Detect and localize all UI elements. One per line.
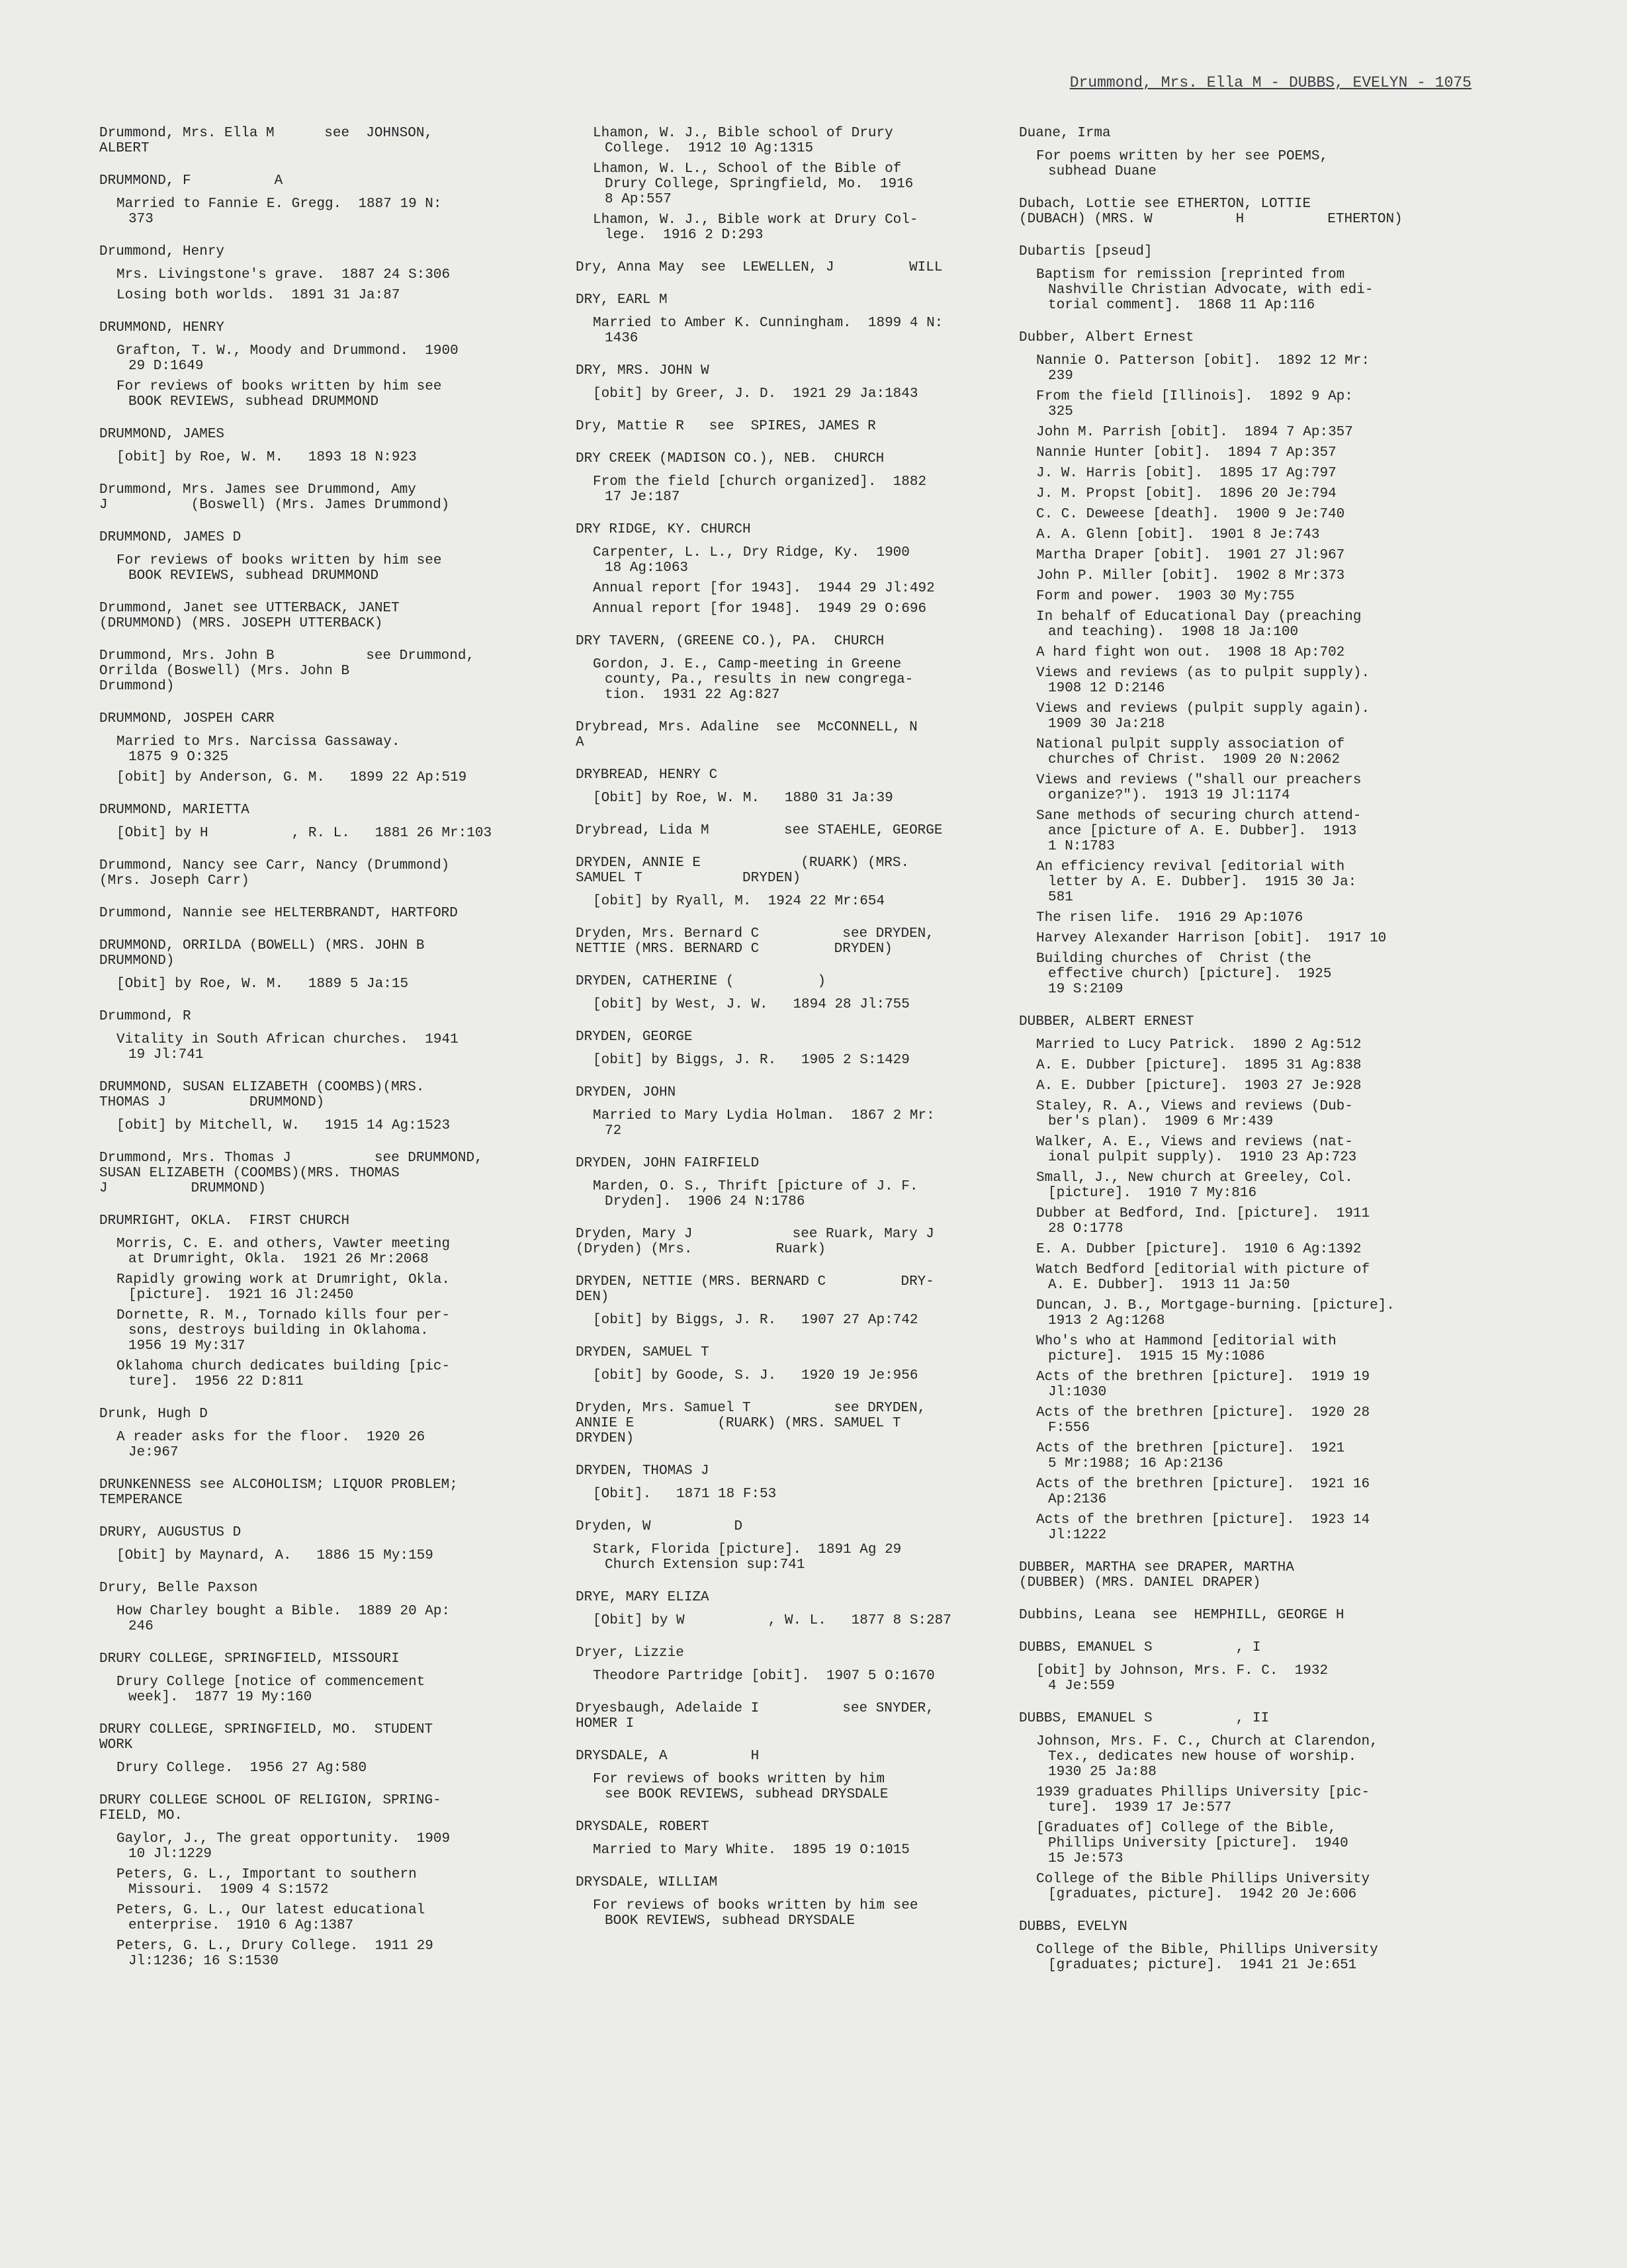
index-entry bbox=[99, 244, 509, 303]
entry-heading: DRYDEN, THOMAS J bbox=[576, 1463, 709, 1479]
entry-heading: DRY TAVERN, (GREENE CO.), PA. CHURCH bbox=[576, 634, 885, 649]
index-entry bbox=[99, 648, 509, 694]
index-entry bbox=[576, 522, 973, 617]
index-entry bbox=[576, 1701, 973, 1731]
index-entry bbox=[576, 1156, 973, 1209]
entry-heading: DRYDEN, NETTIE (MRS. BERNARD C DRY- DEN) bbox=[576, 1274, 934, 1305]
entry-citation: Losing both worlds. 1891 31 Ja:87 bbox=[116, 288, 400, 303]
index-entry bbox=[1019, 1014, 1423, 1543]
entry-citation: Acts of the brethren [picture]. 1923 14 Jl:1222 bbox=[1036, 1512, 1370, 1543]
index-entry bbox=[576, 1274, 973, 1328]
entry-citation: College of the Bible Phillips University [graduates, picture]. 1942 20 Je:606 bbox=[1036, 1872, 1370, 1902]
index-entry bbox=[1019, 330, 1423, 997]
entry-citation: [Obit]. 1871 18 F:53 bbox=[593, 1487, 777, 1502]
entry-citation: Lhamon, W. L., School of the Bible of Drury College, Springfield, Mo. 1916 8 Ap:557 bbox=[593, 161, 914, 207]
entry-citation: [obit] by Biggs, J. R. 1907 27 Ap:742 bbox=[593, 1313, 918, 1328]
entry-heading: Drury, Belle Paxson bbox=[99, 1581, 258, 1596]
entry-citation: [obit] by Mitchell, W. 1915 14 Ag:1523 bbox=[116, 1118, 451, 1133]
entry-citation: Dornette, R. M., Tornado kills four per- sons, destroys building in Oklahoma. 1956 19 My:317 bbox=[116, 1308, 451, 1354]
entry-citation: Small, J., New church at Greeley, Col. [picture]. 1910 7 My:816 bbox=[1036, 1170, 1353, 1201]
entry-heading: DRUMMOND, MARIETTA bbox=[99, 803, 249, 818]
index-entry bbox=[1019, 1640, 1423, 1694]
entry-citation: Staley, R. A., Views and reviews (Dub- ber's plan). 1909 6 Mr:439 bbox=[1036, 1099, 1353, 1129]
entry-citation: Gordon, J. E., Camp-meeting in Greene county, Pa., results in new congrega- tion. 1931 22 Ag:827 bbox=[593, 657, 914, 703]
index-entry bbox=[99, 858, 509, 889]
entry-citation: Drury College [notice of commencement week]. 1877 19 My:160 bbox=[116, 1675, 425, 1705]
entry-citation: Lhamon, W. J., Bible school of Drury College. 1912 10 Ag:1315 bbox=[593, 126, 893, 156]
index-entry bbox=[576, 823, 973, 838]
entry-heading: DRY, MRS. JOHN W bbox=[576, 363, 709, 378]
entry-citation: [Obit] by H , R. L. 1881 26 Mr:103 bbox=[116, 826, 492, 841]
entry-citation: Vitality in South African churches. 1941 19 Jl:741 bbox=[116, 1032, 459, 1063]
entry-heading: DUBBS, EMANUEL S , I bbox=[1019, 1640, 1261, 1655]
entry-citation: [obit] by Roe, W. M. 1893 18 N:923 bbox=[116, 450, 417, 465]
index-entry bbox=[576, 634, 973, 703]
entry-heading: Drummond, Mrs. John B see Drummond, Orrilda (Boswell) (Mrs. John B Drummond) bbox=[99, 648, 475, 694]
index-entry bbox=[99, 938, 509, 992]
entry-heading: DRUMMOND, HENRY bbox=[99, 320, 225, 335]
entry-citation: Martha Draper [obit]. 1901 27 Jl:967 bbox=[1036, 548, 1345, 563]
entry-heading: DUBBER, ALBERT ERNEST bbox=[1019, 1014, 1194, 1029]
entry-citation: Acts of the brethren [picture]. 1919 19 Jl:1030 bbox=[1036, 1370, 1370, 1400]
entry-citation: Peters, G. L., Our latest educational enterprise. 1910 6 Ag:1387 bbox=[116, 1903, 425, 1933]
index-entry bbox=[99, 1009, 509, 1063]
entry-citation: National pulpit supply association of churches of Christ. 1909 20 N:2062 bbox=[1036, 737, 1345, 767]
entry-citation: Married to Amber K. Cunningham. 1899 4 N: 1436 bbox=[593, 316, 944, 346]
index-entry bbox=[99, 711, 509, 785]
entry-citation: For reviews of books written by him see BOOK REVIEWS, subhead DRYSDALE bbox=[593, 1898, 918, 1929]
entry-citation: An efficiency revival [editorial with letter by A. E. Dubber]. 1915 30 Ja: 581 bbox=[1036, 859, 1357, 905]
index-entry bbox=[99, 173, 509, 227]
entry-citation: [obit] by Ryall, M. 1924 22 Mr:654 bbox=[593, 894, 885, 909]
entry-heading: Dubbins, Leana see HEMPHILL, GEORGE H bbox=[1019, 1608, 1344, 1623]
index-entry bbox=[576, 1819, 973, 1858]
entry-citation: Acts of the brethren [picture]. 1921 5 Mr:1988; 16 Ap:2136 bbox=[1036, 1441, 1345, 1471]
index-entry bbox=[576, 974, 973, 1012]
entry-heading: DRYDEN, ANNIE E (RUARK) (MRS. SAMUEL T DRYDEN) bbox=[576, 855, 910, 886]
entry-citation: Nannie Hunter [obit]. 1894 7 Ap:357 bbox=[1036, 445, 1337, 460]
index-entry bbox=[99, 427, 509, 465]
index-entry bbox=[576, 1590, 973, 1628]
entry-heading: Drummond, Mrs. Ella M see JOHNSON, ALBERT bbox=[99, 126, 433, 156]
index-entry bbox=[576, 767, 973, 806]
entry-citation: Watch Bedford [editorial with picture of A. E. Dubber]. 1913 11 Ja:50 bbox=[1036, 1262, 1370, 1293]
index-entry bbox=[576, 419, 973, 434]
entry-heading: Dry, Anna May see LEWELLEN, J WILL bbox=[576, 260, 943, 275]
entry-heading: DRYSDALE, ROBERT bbox=[576, 1819, 709, 1835]
entry-citation: C. C. Deweese [death]. 1900 9 Je:740 bbox=[1036, 507, 1345, 522]
index-entry bbox=[1019, 196, 1423, 227]
entry-heading: DRURY, AUGUSTUS D bbox=[99, 1525, 242, 1540]
entry-citation: [obit] by West, J. W. 1894 28 Jl:755 bbox=[593, 997, 910, 1012]
index-entry bbox=[576, 1029, 973, 1068]
entry-citation: Nannie O. Patterson [obit]. 1892 12 Mr: 239 bbox=[1036, 353, 1370, 384]
entry-citation: Peters, G. L., Important to southern Missouri. 1909 4 S:1572 bbox=[116, 1867, 417, 1897]
entry-citation: [obit] by Johnson, Mrs. F. C. 1932 4 Je:559 bbox=[1036, 1663, 1329, 1694]
entry-heading: DRYBREAD, HENRY C bbox=[576, 767, 718, 783]
index-entry bbox=[99, 1407, 509, 1460]
running-header: Drummond, Mrs. Ella M - DUBBS, EVELYN - 1075 bbox=[1069, 74, 1472, 91]
entry-citation: Peters, G. L., Drury College. 1911 29 Jl:1236; 16 S:1530 bbox=[116, 1939, 433, 1969]
entry-citation: How Charley bought a Bible. 1889 20 Ap: 246 bbox=[116, 1604, 451, 1634]
entry-citation: For reviews of books written by him see BOOK REVIEWS, subhead DRUMMOND bbox=[116, 553, 442, 584]
entry-citation: For poems written by her see POEMS, subhead Duane bbox=[1036, 149, 1329, 179]
entry-citation: Sane methods of securing church attend- ance [picture of A. E. Dubber]. 1913 1 N:1783 bbox=[1036, 808, 1362, 854]
index-entry bbox=[576, 1345, 973, 1383]
entry-citation: Married to Mary Lydia Holman. 1867 2 Mr: 72 bbox=[593, 1108, 935, 1139]
entry-heading: DRUMMOND, SUSAN ELIZABETH (COOMBS)(MRS. THOMAS J DRUMMOND) bbox=[99, 1080, 425, 1110]
entry-heading: Drummond, Janet see UTTERBACK, JANET (DRUMMOND) (MRS. JOSEPH UTTERBACK) bbox=[99, 601, 400, 631]
index-entry bbox=[576, 926, 973, 957]
entry-heading: Dry, Mattie R see SPIRES, JAMES R bbox=[576, 419, 876, 434]
entry-heading: DRYDEN, SAMUEL T bbox=[576, 1345, 709, 1360]
entry-heading: Drummond, R bbox=[99, 1009, 191, 1024]
entry-citation: [obit] by Goode, S. J. 1920 19 Je:956 bbox=[593, 1368, 918, 1383]
index-entry bbox=[1019, 1711, 1423, 1902]
index-entry bbox=[576, 126, 973, 243]
entry-citation: The risen life. 1916 29 Ap:1076 bbox=[1036, 910, 1303, 926]
entry-citation: Grafton, T. W., Moody and Drummond. 1900 29 D:1649 bbox=[116, 343, 459, 374]
entry-citation: John M. Parrish [obit]. 1894 7 Ap:357 bbox=[1036, 425, 1353, 440]
entry-heading: Drummond, Nancy see Carr, Nancy (Drummond) (Mrs. Joseph Carr) bbox=[99, 858, 450, 889]
entry-citation: [Graduates of] College of the Bible, Phillips University [picture]. 1940 15 Je:573 bbox=[1036, 1821, 1348, 1866]
index-entry bbox=[99, 1525, 509, 1563]
entry-citation: Walker, A. E., Views and reviews (nat- ional pulpit supply). 1910 23 Ap:723 bbox=[1036, 1135, 1357, 1165]
index-entry bbox=[99, 1080, 509, 1133]
index-entry bbox=[99, 1722, 509, 1776]
entry-heading: DUBBER, MARTHA see DRAPER, MARTHA (DUBBER) (MRS. DANIEL DRAPER) bbox=[1019, 1560, 1294, 1591]
index-entry bbox=[99, 1151, 509, 1196]
index-entry bbox=[1019, 244, 1423, 313]
index-entry bbox=[99, 126, 509, 156]
entry-citation: Who's who at Hammond [editorial with picture]. 1915 15 My:1086 bbox=[1036, 1334, 1337, 1364]
entry-citation: From the field [Illinois]. 1892 9 Ap: 325 bbox=[1036, 389, 1353, 419]
entry-citation: In behalf of Educational Day (preaching and teaching). 1908 18 Ja:100 bbox=[1036, 609, 1362, 640]
entry-heading: DRYDEN, JOHN FAIRFIELD bbox=[576, 1156, 760, 1171]
entry-heading: DRY CREEK (MADISON CO.), NEB. CHURCH bbox=[576, 451, 885, 466]
index-entry bbox=[99, 906, 509, 921]
entry-heading: DRUMRIGHT, OKLA. FIRST CHURCH bbox=[99, 1213, 350, 1229]
index-entry bbox=[99, 601, 509, 631]
entry-citation: Stark, Florida [picture]. 1891 Ag 29 Church Extension sup:741 bbox=[593, 1542, 902, 1573]
entry-citation: Married to Fannie E. Gregg. 1887 19 N: 373 bbox=[116, 196, 442, 227]
entry-heading: Drummond, Nannie see HELTERBRANDT, HARTFORD bbox=[99, 906, 458, 921]
entry-citation: Annual report [for 1943]. 1944 29 Jl:492 bbox=[593, 581, 935, 596]
entry-citation: [Obit] by Roe, W. M. 1880 31 Ja:39 bbox=[593, 791, 893, 806]
entry-heading: Dryden, Mrs. Bernard C see DRYDEN, NETTIE (MRS. BERNARD C DRYDEN) bbox=[576, 926, 934, 957]
index-entry bbox=[576, 855, 973, 909]
entry-citation: Building churches of Christ (the effective church) [picture]. 1925 19 S:2109 bbox=[1036, 951, 1332, 997]
entry-citation: From the field [church organized]. 1882 17 Je:187 bbox=[593, 474, 927, 505]
index-entry bbox=[576, 1463, 973, 1502]
entry-heading: DRYSDALE, WILLIAM bbox=[576, 1875, 718, 1890]
entry-heading: Dubach, Lottie see ETHERTON, LOTTIE (DUBACH) (MRS. W H ETHERTON) bbox=[1019, 196, 1403, 227]
entry-citation: Morris, C. E. and others, Vawter meeting at Drumright, Okla. 1921 26 Mr:2068 bbox=[116, 1237, 451, 1267]
entry-citation: Views and reviews ("shall our preachers organize?"). 1913 19 Jl:1174 bbox=[1036, 773, 1362, 803]
entry-citation: For reviews of books written by him see BOOK REVIEWS, subhead DRYSDALE bbox=[593, 1772, 889, 1802]
index-column-3 bbox=[1019, 126, 1423, 1990]
entry-citation: Harvey Alexander Harrison [obit]. 1917 10 bbox=[1036, 931, 1387, 946]
entry-heading: DRYDEN, JOHN bbox=[576, 1085, 676, 1100]
entry-citation: [Obit] by Roe, W. M. 1889 5 Ja:15 bbox=[116, 977, 409, 992]
entry-citation: 1939 graduates Phillips University [pic- ture]. 1939 17 Je:577 bbox=[1036, 1785, 1370, 1815]
entry-heading: Dryden, W D bbox=[576, 1519, 743, 1534]
entry-citation: A. E. Dubber [picture]. 1903 27 Je:928 bbox=[1036, 1078, 1362, 1094]
entry-heading: DRY, EARL M bbox=[576, 292, 668, 308]
index-entry bbox=[99, 530, 509, 584]
entry-citation: Duncan, J. B., Mortgage-burning. [picture]. 1913 2 Ag:1268 bbox=[1036, 1298, 1395, 1329]
entry-citation: [Obit] by W , W. L. 1877 8 S:287 bbox=[593, 1613, 951, 1628]
entry-heading: DUBBS, EMANUEL S , II bbox=[1019, 1711, 1270, 1726]
entry-heading: Drybread, Mrs. Adaline see McCONNELL, N A bbox=[576, 720, 918, 750]
entry-citation: Form and power. 1903 30 My:755 bbox=[1036, 589, 1295, 604]
entry-heading: DRUMMOND, F A bbox=[99, 173, 283, 189]
entry-heading: Drunk, Hugh D bbox=[99, 1407, 208, 1422]
entry-heading: Drummond, Mrs. Thomas J see DRUMMOND, SUSAN ELIZABETH (COOMBS)(MRS. THOMAS J DRUMMOND) bbox=[99, 1151, 483, 1196]
entry-heading: DRURY COLLEGE SCHOOL OF RELIGION, SPRING- FIELD, MO. bbox=[99, 1793, 441, 1823]
index-entry bbox=[99, 1651, 509, 1705]
index-entry bbox=[576, 292, 973, 346]
entry-citation: E. A. Dubber [picture]. 1910 6 Ag:1392 bbox=[1036, 1242, 1362, 1257]
entry-heading: Drummond, Henry bbox=[99, 244, 225, 259]
entry-citation: Johnson, Mrs. F. C., Church at Clarendon, Tex., dedicates new house of worship. 1930 25 Ja:88 bbox=[1036, 1734, 1378, 1780]
entry-heading: DRYDEN, CATHERINE ( ) bbox=[576, 974, 826, 989]
entry-heading: DRUMMOND, JAMES D bbox=[99, 530, 242, 545]
index-entry bbox=[99, 1477, 509, 1508]
index-entry bbox=[576, 363, 973, 402]
entry-citation: A hard fight won out. 1908 18 Ap:702 bbox=[1036, 645, 1345, 660]
entry-citation: John P. Miller [obit]. 1902 8 Mr:373 bbox=[1036, 568, 1345, 584]
index-entry bbox=[99, 1581, 509, 1634]
entry-heading: DUBBS, EVELYN bbox=[1019, 1919, 1127, 1935]
entry-heading: Dryesbaugh, Adelaide I see SNYDER, HOMER I bbox=[576, 1701, 934, 1731]
entry-citation: J. M. Propst [obit]. 1896 20 Je:794 bbox=[1036, 486, 1337, 502]
index-entry bbox=[99, 320, 509, 410]
index-entry bbox=[99, 1213, 509, 1389]
entry-citation: Married to Mary White. 1895 19 O:1015 bbox=[593, 1843, 910, 1858]
entry-heading: Dryer, Lizzie bbox=[576, 1645, 684, 1661]
entry-heading: Dryden, Mrs. Samuel T see DRYDEN, ANNIE E (RUARK) (MRS. SAMUEL T DRYDEN) bbox=[576, 1401, 926, 1446]
entry-heading: DRYE, MARY ELIZA bbox=[576, 1590, 709, 1605]
entry-citation: Married to Lucy Patrick. 1890 2 Ag:512 bbox=[1036, 1037, 1362, 1053]
entry-citation: College of the Bible, Phillips University [graduates; picture]. 1941 21 Je:651 bbox=[1036, 1942, 1378, 1973]
entry-heading: DRUNKENNESS see ALCOHOLISM; LIQUOR PROBLEM; TEMPERANCE bbox=[99, 1477, 458, 1508]
index-entry bbox=[1019, 1608, 1423, 1623]
entry-citation: [obit] by Greer, J. D. 1921 29 Ja:1843 bbox=[593, 386, 918, 402]
entry-citation: [Obit] by Maynard, A. 1886 15 My:159 bbox=[116, 1548, 433, 1563]
entry-heading: Drummond, Mrs. James see Drummond, Amy J (Boswell) (Mrs. James Drummond) bbox=[99, 482, 450, 513]
entry-heading: Drybread, Lida M see STAEHLE, GEORGE bbox=[576, 823, 943, 838]
entry-citation: Theodore Partridge [obit]. 1907 5 O:1670 bbox=[593, 1669, 935, 1684]
entry-citation: A. E. Dubber [picture]. 1895 31 Ag:838 bbox=[1036, 1058, 1362, 1073]
index-entry bbox=[99, 1793, 509, 1969]
entry-heading: Dubber, Albert Ernest bbox=[1019, 330, 1194, 345]
entry-heading: Duane, Irma bbox=[1019, 126, 1111, 141]
index-entry bbox=[576, 720, 973, 750]
entry-citation: Annual report [for 1948]. 1949 29 O:696 bbox=[593, 601, 927, 617]
index-entry bbox=[99, 482, 509, 513]
index-column-1 bbox=[99, 126, 509, 1986]
entry-citation: Drury College. 1956 27 Ag:580 bbox=[116, 1761, 367, 1776]
entry-heading: DRY RIDGE, KY. CHURCH bbox=[576, 522, 751, 537]
entry-heading: Dryden, Mary J see Ruark, Mary J (Dryden) (Mrs. Ruark) bbox=[576, 1227, 934, 1257]
entry-citation: Baptism for remission [reprinted from Nashville Christian Advocate, with edi- torial comment]. 1868 11 Ap:116 bbox=[1036, 267, 1374, 313]
index-entry bbox=[576, 1875, 973, 1929]
index-entry bbox=[576, 260, 973, 275]
entry-citation: Acts of the brethren [picture]. 1921 16 Ap:2136 bbox=[1036, 1477, 1370, 1507]
entry-heading: DRUMMOND, JOSPEH CARR bbox=[99, 711, 275, 726]
entry-citation: Views and reviews (pulpit supply again). 1909 30 Ja:218 bbox=[1036, 701, 1370, 732]
entry-heading: DRUMMOND, ORRILDA (BOWELL) (MRS. JOHN B DRUMMOND) bbox=[99, 938, 425, 969]
entry-heading: DRYDEN, GEORGE bbox=[576, 1029, 693, 1045]
index-entry bbox=[576, 1645, 973, 1684]
entry-citation: Carpenter, L. L., Dry Ridge, Ky. 1900 18 Ag:1063 bbox=[593, 545, 910, 576]
entry-citation: Acts of the brethren [picture]. 1920 28 F:556 bbox=[1036, 1405, 1370, 1436]
index-entry bbox=[576, 1749, 973, 1802]
index-entry bbox=[576, 451, 973, 505]
entry-citation: A. A. Glenn [obit]. 1901 8 Je:743 bbox=[1036, 527, 1320, 543]
entry-heading: DRUMMOND, JAMES bbox=[99, 427, 225, 442]
entry-citation: A reader asks for the floor. 1920 26 Je:967 bbox=[116, 1430, 425, 1460]
entry-citation: [obit] by Anderson, G. M. 1899 22 Ap:519 bbox=[116, 770, 467, 785]
entry-heading: DRYSDALE, A H bbox=[576, 1749, 760, 1764]
index-entry bbox=[1019, 126, 1423, 179]
entry-citation: Views and reviews (as to pulpit supply). 1908 12 D:2146 bbox=[1036, 666, 1370, 696]
entry-heading: Dubartis [pseud] bbox=[1019, 244, 1153, 259]
entry-citation: Mrs. Livingstone's grave. 1887 24 S:306 bbox=[116, 267, 451, 283]
index-entry bbox=[1019, 1560, 1423, 1591]
index-entry bbox=[1019, 1919, 1423, 1973]
index-entry bbox=[576, 1401, 973, 1446]
index-column-2 bbox=[576, 126, 973, 1946]
entry-citation: Gaylor, J., The great opportunity. 1909 10 Jl:1229 bbox=[116, 1831, 451, 1862]
index-entry bbox=[576, 1085, 973, 1139]
entry-citation: Oklahoma church dedicates building [pic- ture]. 1956 22 D:811 bbox=[116, 1359, 451, 1389]
index-entry bbox=[99, 803, 509, 841]
index-entry bbox=[576, 1227, 973, 1257]
entry-citation: J. W. Harris [obit]. 1895 17 Ag:797 bbox=[1036, 466, 1337, 481]
entry-heading: DRURY COLLEGE, SPRINGFIELD, MISSOURI bbox=[99, 1651, 400, 1667]
entry-citation: Marden, O. S., Thrift [picture of J. F. Dryden]. 1906 24 N:1786 bbox=[593, 1179, 918, 1209]
entry-citation: Married to Mrs. Narcissa Gassaway. 1875 9 O:325 bbox=[116, 734, 400, 765]
entry-citation: Rapidly growing work at Drumright, Okla. [picture]. 1921 16 Jl:2450 bbox=[116, 1272, 451, 1303]
entry-citation: [obit] by Biggs, J. R. 1905 2 S:1429 bbox=[593, 1053, 910, 1068]
index-entry bbox=[576, 1519, 973, 1573]
entry-citation: For reviews of books written by him see BOOK REVIEWS, subhead DRUMMOND bbox=[116, 379, 442, 410]
entry-heading: DRURY COLLEGE, SPRINGFIELD, MO. STUDENT WORK bbox=[99, 1722, 433, 1753]
entry-citation: Lhamon, W. J., Bible work at Drury Col- lege. 1916 2 D:293 bbox=[593, 212, 918, 243]
entry-citation: Dubber at Bedford, Ind. [picture]. 1911 28 O:1778 bbox=[1036, 1206, 1370, 1237]
